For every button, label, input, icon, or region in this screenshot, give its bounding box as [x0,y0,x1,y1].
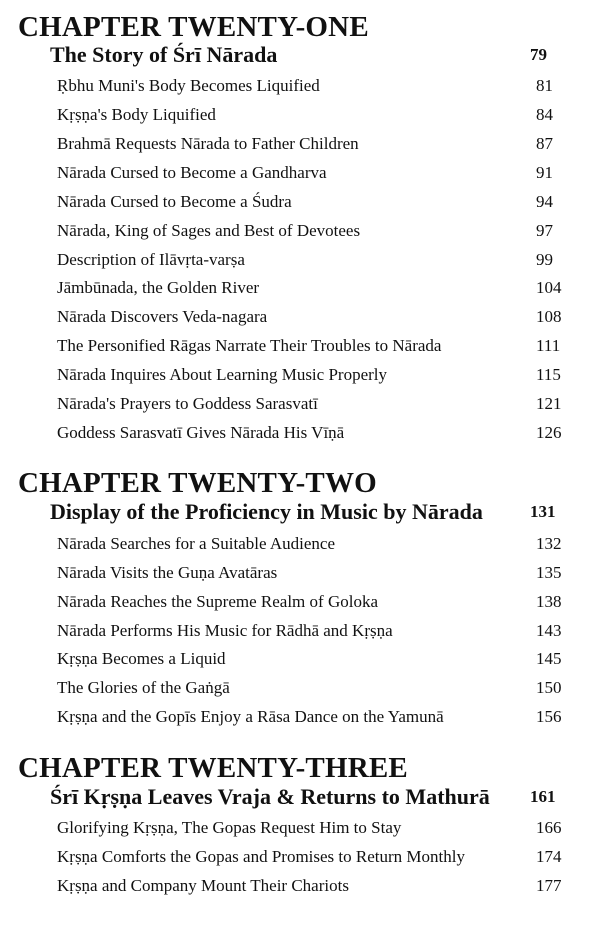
toc-entry[interactable] [0,647,600,671]
toc-entry-page: 108 [536,307,562,326]
toc-entry-label: Nārada Performs His Music for Rādhā and Kṛṣṇa [57,621,393,640]
toc-entry-label: Kṛṣṇa and the Gopīs Enjoy a Rāsa Dance on the Yamunā [57,707,444,726]
toc-entry[interactable] [0,334,600,358]
toc-entry[interactable] [0,190,600,214]
toc-entry-label: Nārada Searches for a Suitable Audience [57,534,336,553]
toc-entry-page: 104 [536,278,562,297]
chapter-heading: CHAPTER TWENTY-THREE [18,752,408,784]
toc-entry-page: 166 [536,818,562,837]
chapter-title-row[interactable] [0,40,600,70]
toc-entry-page: 135 [536,563,562,582]
toc-entry-label: Jāmbūnada, the Golden River [57,278,260,297]
chapter-heading: CHAPTER TWENTY-ONE [18,11,369,43]
chapter-title-row[interactable] [0,782,600,812]
toc-entry-page: 84 [536,105,553,124]
toc-entry-label: Nārada's Prayers to Goddess Sarasvatī [57,394,318,413]
toc-entry[interactable] [0,532,600,556]
toc-entry[interactable] [0,305,600,329]
toc-entry[interactable] [0,392,600,416]
toc-entry[interactable] [0,248,600,272]
toc-entry-label: The Personified Rāgas Narrate Their Troubles to Nārada [57,336,442,355]
toc-entry-page: 174 [536,847,562,866]
toc-entry-label: Nārada Visits the Guṇa Avatāras [57,563,278,582]
toc-entry-page: 138 [536,592,562,611]
chapter-title-row[interactable] [0,497,600,527]
chapter-heading: CHAPTER TWENTY-TWO [18,467,377,499]
toc-entry[interactable] [0,561,600,585]
toc-entry-label: Nārada Discovers Veda-nagara [57,307,268,326]
toc-entry[interactable] [0,421,600,445]
toc-entry[interactable] [0,705,600,729]
toc-entry-page: 94 [536,192,553,211]
toc-entry[interactable] [0,363,600,387]
toc-entry-page: 91 [536,163,553,182]
toc-entry[interactable] [0,74,600,98]
toc-entry-label: Ṛbhu Muni's Body Becomes Liquified [57,76,320,95]
toc-entry-page: 143 [536,621,562,640]
toc-entry-page: 115 [536,365,561,384]
toc-entry[interactable] [0,874,600,898]
toc-entry-label: Nārada, King of Sages and Best of Devotees [57,221,361,240]
toc-entry-page: 156 [536,707,562,726]
toc-entry[interactable] [0,219,600,243]
toc-entry-label: Nārada Cursed to Become a Śudra [57,192,292,211]
toc-entry[interactable] [0,676,600,700]
toc-entry-page: 81 [536,76,553,95]
toc-entry-page: 99 [536,250,553,269]
chapter-title: Śrī Kṛṣṇa Leaves Vraja & Returns to Mathurā [50,784,490,809]
toc-entry-page: 111 [536,336,561,355]
toc-entry[interactable] [0,132,600,156]
toc-entry-label: Nārada Cursed to Become a Gandharva [57,163,327,182]
toc-entry[interactable] [0,845,600,869]
toc-entry-label: Nārada Reaches the Supreme Realm of Goloka [57,592,378,611]
toc-entry[interactable] [0,816,600,840]
toc-entry-label: Kṛṣṇa Comforts the Gopas and Promises to Return Monthly [57,847,465,866]
toc-entry-label: Kṛṣṇa's Body Liquified [57,105,216,124]
toc-entry-label: The Glories of the Gaṅgā [57,678,230,697]
chapter-title: The Story of Śrī Nārada [50,42,278,67]
toc-entry-page: 126 [536,423,562,442]
toc-entry-label: Nārada Inquires About Learning Music Properly [57,365,387,384]
toc-entry-label: Kṛṣṇa Becomes a Liquid [57,649,226,668]
toc-entry-page: 97 [536,221,553,240]
toc-entry-label: Description of Ilāvṛta-varṣa [57,250,245,269]
toc-entry-page: 177 [536,876,562,895]
toc-entry[interactable] [0,590,600,614]
toc-entry-page: 145 [536,649,562,668]
toc-entry-page: 150 [536,678,562,697]
toc-entry[interactable] [0,619,600,643]
toc-entry-label: Goddess Sarasvatī Gives Nārada His Vīṇā [57,423,345,442]
toc-entry-page: 121 [536,394,562,413]
chapter-page-number: 131 [530,502,556,521]
chapter-page-number: 161 [530,787,556,806]
chapter-title: Display of the Proficiency in Music by Nārada [50,499,483,524]
toc-entry-page: 132 [536,534,562,553]
toc-entry-page: 87 [536,134,553,153]
toc-entry[interactable] [0,161,600,185]
toc-entry-label: Brahmā Requests Nārada to Father Children [57,134,359,153]
toc-entry-label: Glorifying Kṛṣṇa, The Gopas Request Him to Stay [57,818,402,837]
toc-entry[interactable] [0,103,600,127]
toc-entry[interactable] [0,276,600,300]
chapter-page-number: 79 [530,45,547,64]
toc-entry-label: Kṛṣṇa and Company Mount Their Chariots [57,876,349,895]
